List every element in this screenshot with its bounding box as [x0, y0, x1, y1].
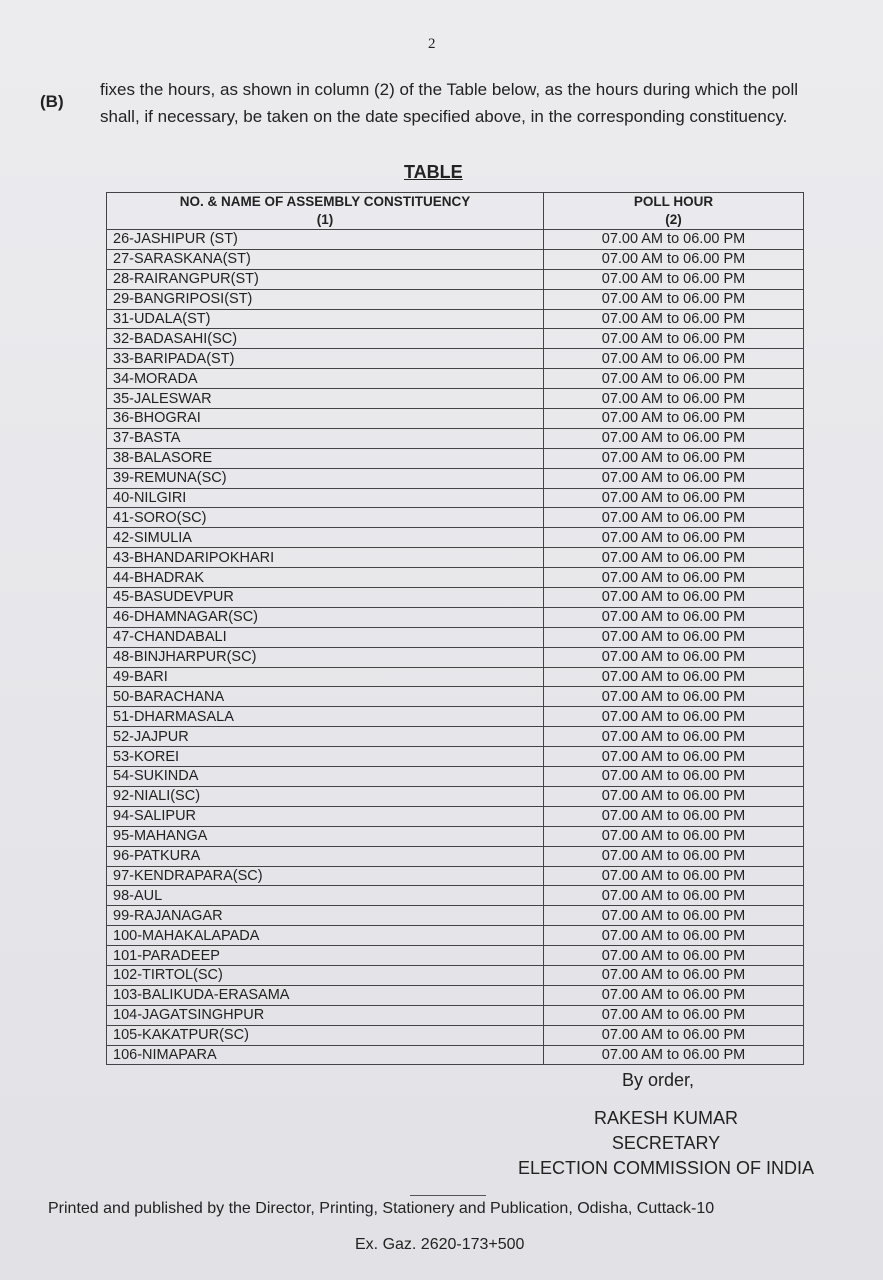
table-row [107, 468, 804, 488]
constituency-cell: 97-KENDRAPARA(SC) [107, 866, 544, 886]
constituency-cell: 36-BHOGRAI [107, 409, 544, 429]
constituency-cell: 102-TIRTOL(SC) [107, 965, 544, 985]
poll-hour-cell: 07.00 AM to 06.00 PM [544, 906, 804, 926]
poll-hour-cell: 07.00 AM to 06.00 PM [544, 627, 804, 647]
constituency-cell: 43-BHANDARIPOKHARI [107, 548, 544, 568]
table-row [107, 647, 804, 667]
table-header-row [107, 193, 804, 230]
table-body [107, 230, 804, 1065]
poll-hour-cell: 07.00 AM to 06.00 PM [544, 946, 804, 966]
constituency-cell: 31-UDALA(ST) [107, 309, 544, 329]
poll-hour-cell: 07.00 AM to 06.00 PM [544, 985, 804, 1005]
constituency-cell: 99-RAJANAGAR [107, 906, 544, 926]
clause-label: (B) [40, 92, 64, 111]
table-row [107, 309, 804, 329]
table-row [107, 269, 804, 289]
poll-hour-cell: 07.00 AM to 06.00 PM [544, 1045, 804, 1065]
constituency-cell: 37-BASTA [107, 428, 544, 448]
table-row [107, 886, 804, 906]
poll-hour-cell: 07.00 AM to 06.00 PM [544, 926, 804, 946]
poll-hour-cell: 07.00 AM to 06.00 PM [544, 409, 804, 429]
table-row [107, 528, 804, 548]
poll-hour-cell: 07.00 AM to 06.00 PM [544, 349, 804, 369]
poll-hour-cell: 07.00 AM to 06.00 PM [544, 488, 804, 508]
table-row [107, 428, 804, 448]
poll-hour-cell: 07.00 AM to 06.00 PM [544, 767, 804, 787]
col2-header: POLL HOUR (2) [544, 193, 804, 230]
poll-hour-cell: 07.00 AM to 06.00 PM [544, 389, 804, 409]
constituency-cell: 29-BANGRIPOSI(ST) [107, 289, 544, 309]
table-row [107, 488, 804, 508]
poll-hour-cell: 07.00 AM to 06.00 PM [544, 1005, 804, 1025]
table-row [107, 409, 804, 429]
poll-hour-cell: 07.00 AM to 06.00 PM [544, 866, 804, 886]
table-row [107, 985, 804, 1005]
poll-hour-cell: 07.00 AM to 06.00 PM [544, 249, 804, 269]
constituency-cell: 33-BARIPADA(ST) [107, 349, 544, 369]
constituency-cell: 53-KOREI [107, 747, 544, 767]
table-row [107, 588, 804, 608]
constituency-cell: 35-JALESWAR [107, 389, 544, 409]
table-row [107, 289, 804, 309]
poll-hour-cell: 07.00 AM to 06.00 PM [544, 826, 804, 846]
table-row [107, 230, 804, 250]
constituency-cell: 103-BALIKUDA-ERASAMA [107, 985, 544, 1005]
table-row [107, 1005, 804, 1025]
signatory-org: ELECTION COMMISSION OF INDIA [517, 1158, 815, 1178]
table-row [107, 707, 804, 727]
table-row [107, 906, 804, 926]
constituency-cell: 46-DHAMNAGAR(SC) [107, 607, 544, 627]
constituency-cell: 44-BHADRAK [107, 568, 544, 588]
poll-hour-cell: 07.00 AM to 06.00 PM [544, 369, 804, 389]
poll-hour-cell: 07.00 AM to 06.00 PM [544, 508, 804, 528]
table-row [107, 349, 804, 369]
constituency-cell: 45-BASUDEVPUR [107, 588, 544, 608]
constituency-cell: 96-PATKURA [107, 846, 544, 866]
poll-hour-cell: 07.00 AM to 06.00 PM [544, 528, 804, 548]
poll-hour-cell: 07.00 AM to 06.00 PM [544, 886, 804, 906]
table-row [107, 846, 804, 866]
poll-hour-cell: 07.00 AM to 06.00 PM [544, 707, 804, 727]
table-row [107, 389, 804, 409]
table-row [107, 548, 804, 568]
constituency-cell: 32-BADASAHI(SC) [107, 329, 544, 349]
constituency-cell: 26-JASHIPUR (ST) [107, 230, 544, 250]
constituency-cell: 34-MORADA [107, 369, 544, 389]
table-row [107, 767, 804, 787]
constituency-cell: 92-NIALI(SC) [107, 786, 544, 806]
table-row [107, 448, 804, 468]
poll-hour-cell: 07.00 AM to 06.00 PM [544, 687, 804, 707]
signature-block [496, 1106, 836, 1181]
table-row [107, 806, 804, 826]
poll-hour-cell: 07.00 AM to 06.00 PM [544, 727, 804, 747]
poll-hour-cell: 07.00 AM to 06.00 PM [544, 309, 804, 329]
poll-hour-cell: 07.00 AM to 06.00 PM [544, 965, 804, 985]
poll-hour-cell: 07.00 AM to 06.00 PM [544, 1025, 804, 1045]
poll-hour-cell: 07.00 AM to 06.00 PM [544, 329, 804, 349]
table-row [107, 747, 804, 767]
publisher-footer: Printed and published by the Director, Printing, Stationery and Publication, Odisha, Cuttack-10 [48, 1200, 715, 1217]
constituency-cell: 51-DHARMASALA [107, 707, 544, 727]
table-row [107, 826, 804, 846]
table-row [107, 687, 804, 707]
constituency-cell: 27-SARASKANA(ST) [107, 249, 544, 269]
table-row [107, 508, 804, 528]
by-order: By order, [622, 1070, 695, 1090]
constituency-cell: 98-AUL [107, 886, 544, 906]
constituency-cell: 100-MAHAKALAPADA [107, 926, 544, 946]
poll-hour-cell: 07.00 AM to 06.00 PM [544, 269, 804, 289]
table-row [107, 369, 804, 389]
poll-hour-cell: 07.00 AM to 06.00 PM [544, 230, 804, 250]
table-row [107, 946, 804, 966]
constituency-cell: 101-PARADEEP [107, 946, 544, 966]
clause-b [40, 76, 840, 130]
divider [410, 1195, 486, 1196]
poll-hour-cell: 07.00 AM to 06.00 PM [544, 568, 804, 588]
gazette-number: Ex. Gaz. 2620-173+500 [355, 1236, 525, 1253]
poll-hour-cell: 07.00 AM to 06.00 PM [544, 846, 804, 866]
table-row [107, 866, 804, 886]
poll-hour-cell: 07.00 AM to 06.00 PM [544, 588, 804, 608]
constituency-cell: 28-RAIRANGPUR(ST) [107, 269, 544, 289]
poll-hour-cell: 07.00 AM to 06.00 PM [544, 786, 804, 806]
poll-hour-cell: 07.00 AM to 06.00 PM [544, 607, 804, 627]
constituency-cell: 94-SALIPUR [107, 806, 544, 826]
table-row [107, 1025, 804, 1045]
table-row [107, 627, 804, 647]
table-row [107, 568, 804, 588]
page-number: 2 [428, 36, 436, 52]
col1-header: NO. & NAME OF ASSEMBLY CONSTITUENCY (1) [107, 193, 544, 230]
table-row [107, 1045, 804, 1065]
signatory-title: SECRETARY [611, 1133, 721, 1153]
constituency-cell: 54-SUKINDA [107, 767, 544, 787]
clause-text: fixes the hours, as shown in column (2) of the Table below, as the hours during which the poll shall, if necessary, be taken on the date specified above, in the corresponding constituency. [100, 80, 799, 126]
constituency-cell: 104-JAGATSINGHPUR [107, 1005, 544, 1025]
poll-hour-cell: 07.00 AM to 06.00 PM [544, 428, 804, 448]
constituency-cell: 95-MAHANGA [107, 826, 544, 846]
table-row [107, 667, 804, 687]
poll-hour-cell: 07.00 AM to 06.00 PM [544, 806, 804, 826]
table-row [107, 926, 804, 946]
constituency-cell: 50-BARACHANA [107, 687, 544, 707]
table-row [107, 249, 804, 269]
signatory-name: RAKESH KUMAR [593, 1108, 739, 1128]
constituency-cell: 105-KAKATPUR(SC) [107, 1025, 544, 1045]
constituency-cell: 47-CHANDABALI [107, 627, 544, 647]
constituency-cell: 42-SIMULIA [107, 528, 544, 548]
poll-hour-cell: 07.00 AM to 06.00 PM [544, 448, 804, 468]
poll-hours-table [106, 192, 804, 1065]
table-row [107, 329, 804, 349]
table-row [107, 607, 804, 627]
table-row [107, 727, 804, 747]
poll-hour-cell: 07.00 AM to 06.00 PM [544, 548, 804, 568]
poll-hour-cell: 07.00 AM to 06.00 PM [544, 747, 804, 767]
poll-hour-cell: 07.00 AM to 06.00 PM [544, 289, 804, 309]
constituency-cell: 106-NIMAPARA [107, 1045, 544, 1065]
constituency-cell: 40-NILGIRI [107, 488, 544, 508]
constituency-cell: 49-BARI [107, 667, 544, 687]
poll-hour-cell: 07.00 AM to 06.00 PM [544, 468, 804, 488]
constituency-cell: 38-BALASORE [107, 448, 544, 468]
poll-hour-cell: 07.00 AM to 06.00 PM [544, 667, 804, 687]
constituency-cell: 48-BINJHARPUR(SC) [107, 647, 544, 667]
constituency-cell: 39-REMUNA(SC) [107, 468, 544, 488]
poll-hour-cell: 07.00 AM to 06.00 PM [544, 647, 804, 667]
table-row [107, 786, 804, 806]
table-row [107, 965, 804, 985]
constituency-cell: 52-JAJPUR [107, 727, 544, 747]
table-title: TABLE [404, 162, 463, 182]
constituency-cell: 41-SORO(SC) [107, 508, 544, 528]
